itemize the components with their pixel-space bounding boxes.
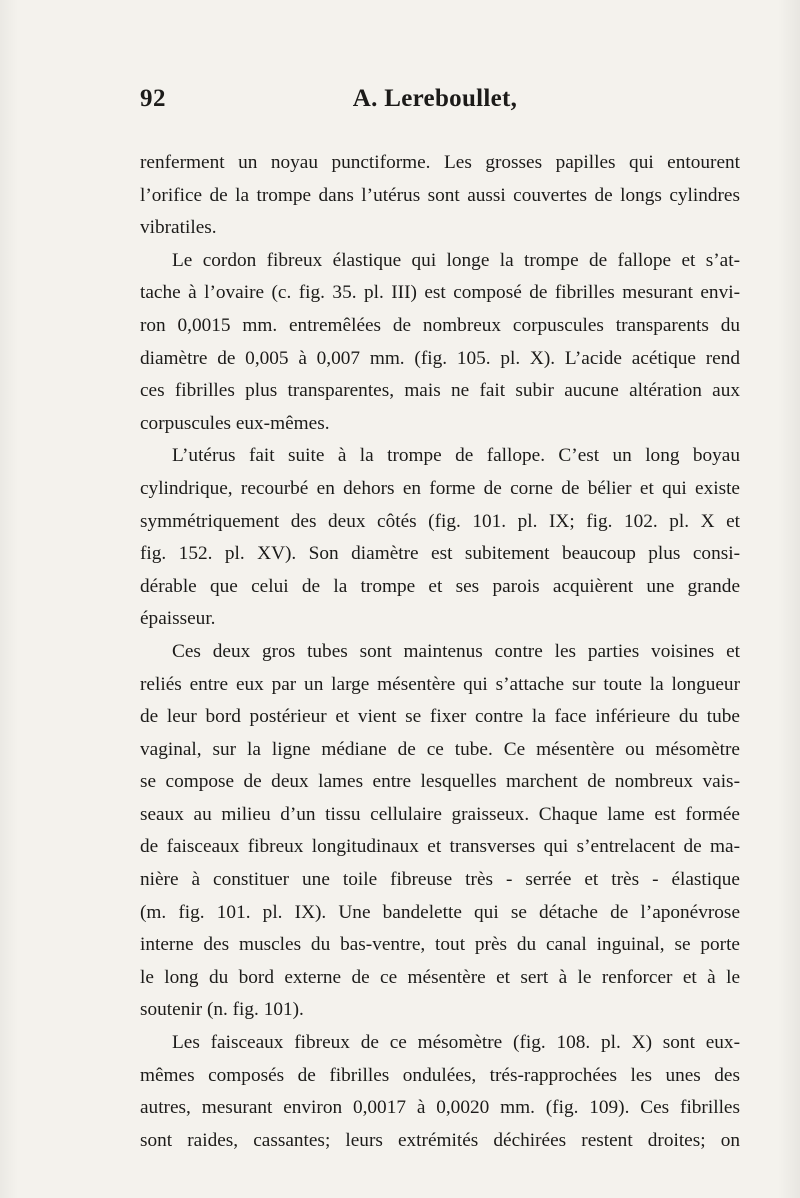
page-header xyxy=(140,85,730,125)
text-line: fig. 152. pl. XV). Son diamètre est subitement beaucoup plus consi- xyxy=(140,543,740,565)
text-line: interne des muscles du bas-ventre, tout près du canal inguinal, se porte xyxy=(140,934,740,956)
text-line: mêmes composés de fibrilles ondulées, trés-rapprochées les unes des xyxy=(140,1064,740,1086)
text-line: vibratiles. xyxy=(140,217,217,239)
text-line: le long du bord externe de ce mésentère et sert à le renforcer et à le xyxy=(140,966,740,988)
text-line: diamètre de 0,005 à 0,007 mm. (fig. 105. pl. X). L’acide acétique rend xyxy=(140,347,740,369)
text-line: épaisseur. xyxy=(140,608,216,630)
text-line: Ces deux gros tubes sont maintenus contre les parties voisines et xyxy=(172,640,740,662)
body-text xyxy=(140,147,740,1157)
text-line: dérable que celui de la trompe et ses parois acquièrent une grande xyxy=(140,575,740,597)
text-line: (m. fig. 101. pl. IX). Une bandelette qui se détache de l’aponévrose xyxy=(140,901,740,923)
text-line: symmétriquement des deux côtés (fig. 101. pl. IX; fig. 102. pl. X et xyxy=(140,510,740,532)
text-line: ron 0,0015 mm. entremêlées de nombreux corpuscules transparents du xyxy=(140,314,740,336)
text-line: soutenir (n. fig. 101). xyxy=(140,999,304,1021)
text-line: corpuscules eux-mêmes. xyxy=(140,412,330,434)
text-line: ces fibrilles plus transparentes, mais ne fait subir aucune altération aux xyxy=(140,380,740,402)
text-line: de leur bord postérieur et vient se fixer contre la face inférieure du tube xyxy=(140,706,740,728)
text-line: nière à constituer une toile fibreuse très - serrée et très - élastique xyxy=(140,869,740,891)
text-line: L’utérus fait suite à la trompe de fallope. C’est un long boyau xyxy=(172,445,740,467)
text-line: renferment un noyau punctiforme. Les grosses papilles qui entourent xyxy=(140,152,740,173)
text-line: reliés entre eux par un large mésentère qui s’attache sur toute la longueur xyxy=(140,673,740,695)
text-line: cylindrique, recourbé en dehors en forme de corne de bélier et qui existe xyxy=(140,477,740,499)
text-line: Le cordon fibreux élastique qui longe la trompe de fallope et s’at- xyxy=(172,249,740,271)
text-line: autres, mesurant environ 0,0017 à 0,0020 mm. (fig. 109). Ces fibrilles xyxy=(140,1097,740,1119)
text-line: se compose de deux lames entre lesquelles marchent de nombreux vais- xyxy=(140,771,740,793)
text-line: Les faisceaux fibreux de ce mésomètre (fig. 108. pl. X) sont eux- xyxy=(172,1032,740,1054)
page-number: 92 xyxy=(140,85,166,112)
running-title: A. Lereboullet, xyxy=(352,85,518,112)
text-line: l’orifice de la trompe dans l’utérus sont aussi couvertes de longs cylindres xyxy=(140,184,740,206)
text-line: seaux au milieu d’un tissu cellulaire graisseux. Chaque lame est formée xyxy=(140,803,740,825)
text-line: sont raides, cassantes; leurs extrémités déchirées restent droites; on xyxy=(140,1129,740,1151)
text-line: de faisceaux fibreux longitudinaux et transverses qui s’entrelacent de ma- xyxy=(140,836,740,858)
text-line: vaginal, sur la ligne médiane de ce tube. Ce mésentère ou mésomètre xyxy=(140,738,740,760)
text-line: tache à l’ovaire (c. fig. 35. pl. III) est composé de fibrilles mesurant envi- xyxy=(140,282,740,304)
